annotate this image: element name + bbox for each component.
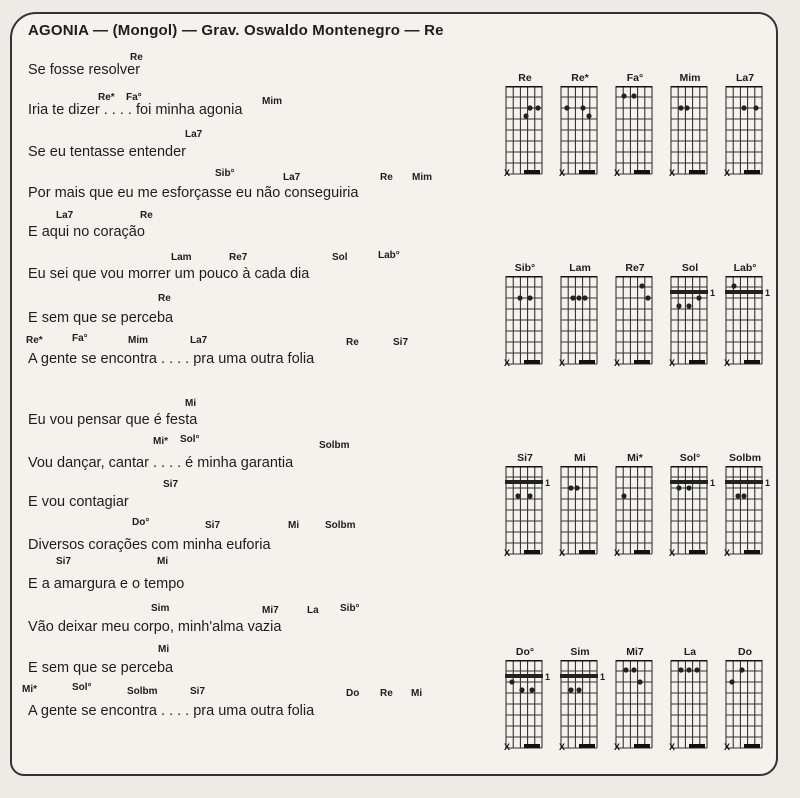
- chord-diagram: [500, 262, 550, 382]
- muted-string-mark: X: [559, 742, 566, 752]
- finger-dot: [741, 105, 746, 110]
- finger-dot: [523, 113, 528, 118]
- finger-dot: [576, 295, 581, 300]
- finger-dot: [741, 493, 746, 498]
- chord-symbol: La7: [185, 129, 203, 140]
- chord-diagram-name: Mi: [574, 452, 586, 464]
- finger-dot: [621, 93, 626, 98]
- finger-dot: [519, 687, 524, 692]
- finger-dot: [535, 105, 540, 110]
- chord-diagram-name: La7: [735, 72, 755, 84]
- fretboard-grid: [669, 660, 709, 755]
- lyric-line: E a amargura e o tempo: [28, 576, 185, 592]
- fretboard-grid: [669, 276, 709, 371]
- muted-string-mark: X: [559, 548, 566, 558]
- finger-dot: [517, 295, 522, 300]
- lyric-line: Vou dançar, cantar . . . . é minha garantia: [28, 455, 294, 471]
- finger-dot: [739, 667, 744, 672]
- chord-symbol: Re: [158, 293, 171, 304]
- fretboard-grid: [669, 86, 709, 181]
- chord-symbol: Mi: [157, 556, 169, 567]
- chord-diagram: [555, 72, 605, 192]
- fret-number-label: 1: [545, 672, 551, 682]
- chord-symbol: Si7: [393, 337, 409, 348]
- chord-symbol: Fa°: [72, 333, 88, 344]
- finger-dot: [639, 283, 644, 288]
- fret-number-label: 1: [765, 288, 771, 298]
- fretboard-grid: [504, 86, 544, 181]
- chord-diagram-name: La: [683, 646, 697, 658]
- chord-symbol: Mi: [158, 644, 170, 655]
- chord-symbol: Solbm: [319, 440, 350, 451]
- lyric-line: E sem que se perceba: [28, 660, 174, 676]
- chord-diagram-name: Re7: [625, 262, 645, 274]
- chord-diagram: [665, 646, 715, 766]
- chord-symbol: Re: [140, 210, 153, 221]
- finger-dot: [574, 485, 579, 490]
- chord-symbol: Lab°: [378, 250, 400, 261]
- chord-diagram: [555, 452, 605, 572]
- chord-diagram-name: Mi*: [627, 452, 643, 464]
- chord-symbol: Mi*: [22, 684, 37, 695]
- fret-number-label: 1: [765, 478, 771, 488]
- finger-dot: [735, 493, 740, 498]
- finger-dot: [529, 687, 534, 692]
- chord-diagram-name: Sol°: [679, 452, 701, 464]
- muted-string-mark: X: [504, 358, 511, 368]
- bottom-bar: [689, 744, 705, 748]
- chord-symbol: La7: [190, 335, 208, 346]
- fret-number-label: 1: [710, 478, 716, 488]
- chord-diagram: [665, 262, 715, 382]
- barre-bar: [505, 674, 543, 678]
- finger-dot: [527, 295, 532, 300]
- lyric-line: E vou contagiar: [28, 494, 129, 510]
- chord-symbol: Mim: [128, 335, 148, 346]
- chord-diagram-name: Mim: [679, 72, 701, 84]
- muted-string-mark: X: [614, 548, 621, 558]
- barre-bar: [505, 480, 543, 484]
- chord-diagram: [610, 452, 660, 572]
- lyric-line: Eu sei que vou morrer um pouco à cada dia: [28, 266, 310, 282]
- lyric-line: Por mais que eu me esforçasse eu não conseguiria: [28, 185, 359, 201]
- chord-diagram-name: Do: [738, 646, 752, 658]
- fretboard-grid: [559, 276, 599, 371]
- chord-symbol: Sol°: [180, 434, 200, 445]
- bottom-bar: [634, 360, 650, 364]
- muted-string-mark: X: [669, 358, 676, 368]
- lyric-line: A gente se encontra . . . . pra uma outra folia: [28, 351, 315, 367]
- chord-diagram-name: Fa°: [626, 72, 644, 84]
- finger-dot: [684, 105, 689, 110]
- finger-dot: [515, 493, 520, 498]
- bottom-bar: [744, 744, 760, 748]
- bottom-bar: [689, 360, 705, 364]
- chord-symbol: Solbm: [325, 520, 356, 531]
- finger-dot: [729, 679, 734, 684]
- chord-diagram: [610, 72, 660, 192]
- finger-dot: [586, 113, 591, 118]
- muted-string-mark: X: [669, 548, 676, 558]
- finger-dot: [696, 295, 701, 300]
- song-title: AGONIA — (Mongol) — Grav. Oswaldo Montenegro — Re: [28, 22, 444, 39]
- finger-dot: [631, 93, 636, 98]
- bottom-bar: [524, 550, 540, 554]
- finger-dot: [576, 687, 581, 692]
- chord-symbol: Re: [380, 688, 393, 699]
- chord-symbol: Sol°: [72, 682, 92, 693]
- muted-string-mark: X: [614, 742, 621, 752]
- chord-symbol: Re*: [26, 335, 43, 346]
- chord-symbol: Re7: [229, 252, 248, 263]
- chord-diagram-name: Do°: [515, 646, 535, 658]
- bottom-bar: [744, 170, 760, 174]
- chord-symbol: Mi: [185, 398, 197, 409]
- finger-dot: [621, 493, 626, 498]
- barre-bar: [725, 290, 763, 294]
- lyric-line: Iria te dizer . . . . foi minha agonia: [28, 102, 243, 118]
- fretboard-grid: [614, 466, 654, 561]
- chord-diagram: [665, 72, 715, 192]
- chord-symbol: Si7: [163, 479, 179, 490]
- fret-number-label: 1: [545, 478, 551, 488]
- chord-diagram: [720, 262, 770, 382]
- barre-bar: [670, 290, 708, 294]
- chord-symbol: Si7: [56, 556, 72, 567]
- chord-diagram-name: Si7: [517, 452, 533, 464]
- fretboard-grid: [559, 466, 599, 561]
- chord-diagram: [720, 452, 770, 572]
- muted-string-mark: X: [559, 358, 566, 368]
- lyric-line: E sem que se perceba: [28, 310, 174, 326]
- chord-diagram: [720, 646, 770, 766]
- fretboard-grid: [669, 466, 709, 561]
- finger-dot: [631, 667, 636, 672]
- finger-dot: [686, 667, 691, 672]
- bottom-bar: [689, 550, 705, 554]
- finger-dot: [568, 687, 573, 692]
- finger-dot: [568, 485, 573, 490]
- lyric-line: Diversos corações com minha euforia: [28, 537, 271, 553]
- bottom-bar: [744, 360, 760, 364]
- chord-diagram-name: Lam: [569, 262, 591, 274]
- chord-symbol: La7: [283, 172, 301, 183]
- chord-symbol: Do°: [132, 517, 150, 528]
- fretboard-grid: [614, 86, 654, 181]
- muted-string-mark: X: [669, 168, 676, 178]
- chord-symbol: Solbm: [127, 686, 158, 697]
- finger-dot: [564, 105, 569, 110]
- chord-symbol: Mim: [262, 96, 282, 107]
- bottom-bar: [579, 360, 595, 364]
- fretboard-grid: [559, 86, 599, 181]
- finger-dot: [676, 485, 681, 490]
- chord-diagram: [610, 646, 660, 766]
- chord-symbol: Fa°: [126, 92, 142, 103]
- bottom-bar: [634, 550, 650, 554]
- chord-diagram-name: Solbm: [728, 452, 762, 464]
- fretboard-grid: [504, 276, 544, 371]
- finger-dot: [686, 303, 691, 308]
- muted-string-mark: X: [669, 742, 676, 752]
- finger-dot: [645, 295, 650, 300]
- chord-symbol: Mim: [412, 172, 432, 183]
- chord-symbol: Mi*: [153, 436, 168, 447]
- lyric-line: Eu vou pensar que é festa: [28, 412, 198, 428]
- chord-symbol: Sol: [332, 252, 348, 263]
- chord-diagram-name: Re*: [571, 72, 589, 84]
- chord-symbol: Sib°: [340, 603, 360, 614]
- finger-dot: [694, 667, 699, 672]
- bottom-bar: [524, 744, 540, 748]
- fretboard-grid: [614, 276, 654, 371]
- fret-number-label: 1: [710, 288, 716, 298]
- chord-symbol: Re: [130, 52, 143, 63]
- fretboard-grid: [559, 660, 599, 755]
- chord-symbol: Re: [346, 337, 359, 348]
- barre-bar: [725, 480, 763, 484]
- chord-symbol: Mi: [411, 688, 423, 699]
- finger-dot: [678, 105, 683, 110]
- chord-symbol: Do: [346, 688, 360, 699]
- chord-diagram-name: Lab°: [733, 262, 757, 274]
- bottom-bar: [689, 170, 705, 174]
- finger-dot: [731, 283, 736, 288]
- chord-diagram: [500, 646, 550, 766]
- finger-dot: [527, 493, 532, 498]
- muted-string-mark: X: [504, 742, 511, 752]
- fretboard-grid: [724, 86, 764, 181]
- muted-string-mark: X: [504, 168, 511, 178]
- chord-diagram: [500, 72, 550, 192]
- chord-symbol: Mi7: [262, 605, 279, 616]
- finger-dot: [582, 295, 587, 300]
- fretboard-grid: [614, 660, 654, 755]
- muted-string-mark: X: [614, 168, 621, 178]
- muted-string-mark: X: [724, 168, 731, 178]
- bottom-bar: [634, 170, 650, 174]
- fretboard-grid: [724, 660, 764, 755]
- bottom-bar: [524, 170, 540, 174]
- finger-dot: [580, 105, 585, 110]
- bottom-bar: [744, 550, 760, 554]
- chord-diagram-name: Sim: [570, 646, 590, 658]
- lyric-line: Se eu tentasse entender: [28, 144, 187, 160]
- chord-diagram: [720, 72, 770, 192]
- chord-symbol: La7: [56, 210, 74, 221]
- lyric-line: Vão deixar meu corpo, minh'alma vazia: [28, 619, 282, 635]
- chord-diagram-name: Sib°: [514, 262, 536, 274]
- fretboard-grid: [504, 466, 544, 561]
- bottom-bar: [634, 744, 650, 748]
- muted-string-mark: X: [724, 358, 731, 368]
- finger-dot: [509, 679, 514, 684]
- chord-symbol: Mi: [288, 520, 300, 531]
- barre-bar: [670, 480, 708, 484]
- finger-dot: [637, 679, 642, 684]
- chord-symbol: Sib°: [215, 168, 235, 179]
- bottom-bar: [524, 360, 540, 364]
- chord-symbol: Re: [380, 172, 393, 183]
- muted-string-mark: X: [559, 168, 566, 178]
- lyric-line: Se fosse resolver: [28, 62, 141, 78]
- chord-symbol: La: [307, 605, 319, 616]
- chord-symbol: Si7: [190, 686, 206, 697]
- chord-diagram: [610, 262, 660, 382]
- chord-symbol: Re*: [98, 92, 115, 103]
- lyric-line: E aqui no coração: [28, 224, 145, 240]
- barre-bar: [560, 674, 598, 678]
- lyric-line: A gente se encontra . . . . pra uma outra folia: [28, 703, 315, 719]
- muted-string-mark: X: [724, 742, 731, 752]
- chord-diagram: [665, 452, 715, 572]
- chord-diagram: [500, 452, 550, 572]
- fret-number-label: 1: [600, 672, 606, 682]
- fretboard-grid: [724, 466, 764, 561]
- finger-dot: [753, 105, 758, 110]
- finger-dot: [623, 667, 628, 672]
- chord-diagram: [555, 262, 605, 382]
- finger-dot: [676, 303, 681, 308]
- muted-string-mark: X: [504, 548, 511, 558]
- muted-string-mark: X: [614, 358, 621, 368]
- chord-symbol: Sim: [151, 603, 170, 614]
- bottom-bar: [579, 550, 595, 554]
- chord-diagram-name: Sol: [681, 262, 699, 274]
- fretboard-grid: [504, 660, 544, 755]
- bottom-bar: [579, 170, 595, 174]
- bottom-bar: [579, 744, 595, 748]
- fretboard-grid: [724, 276, 764, 371]
- muted-string-mark: X: [724, 548, 731, 558]
- chord-diagram-name: Mi7: [626, 646, 644, 658]
- chord-symbol: Si7: [205, 520, 221, 531]
- chord-diagram-name: Re: [518, 72, 532, 84]
- finger-dot: [527, 105, 532, 110]
- finger-dot: [686, 485, 691, 490]
- chord-diagram: [555, 646, 605, 766]
- finger-dot: [570, 295, 575, 300]
- finger-dot: [678, 667, 683, 672]
- chord-symbol: Lam: [171, 252, 192, 263]
